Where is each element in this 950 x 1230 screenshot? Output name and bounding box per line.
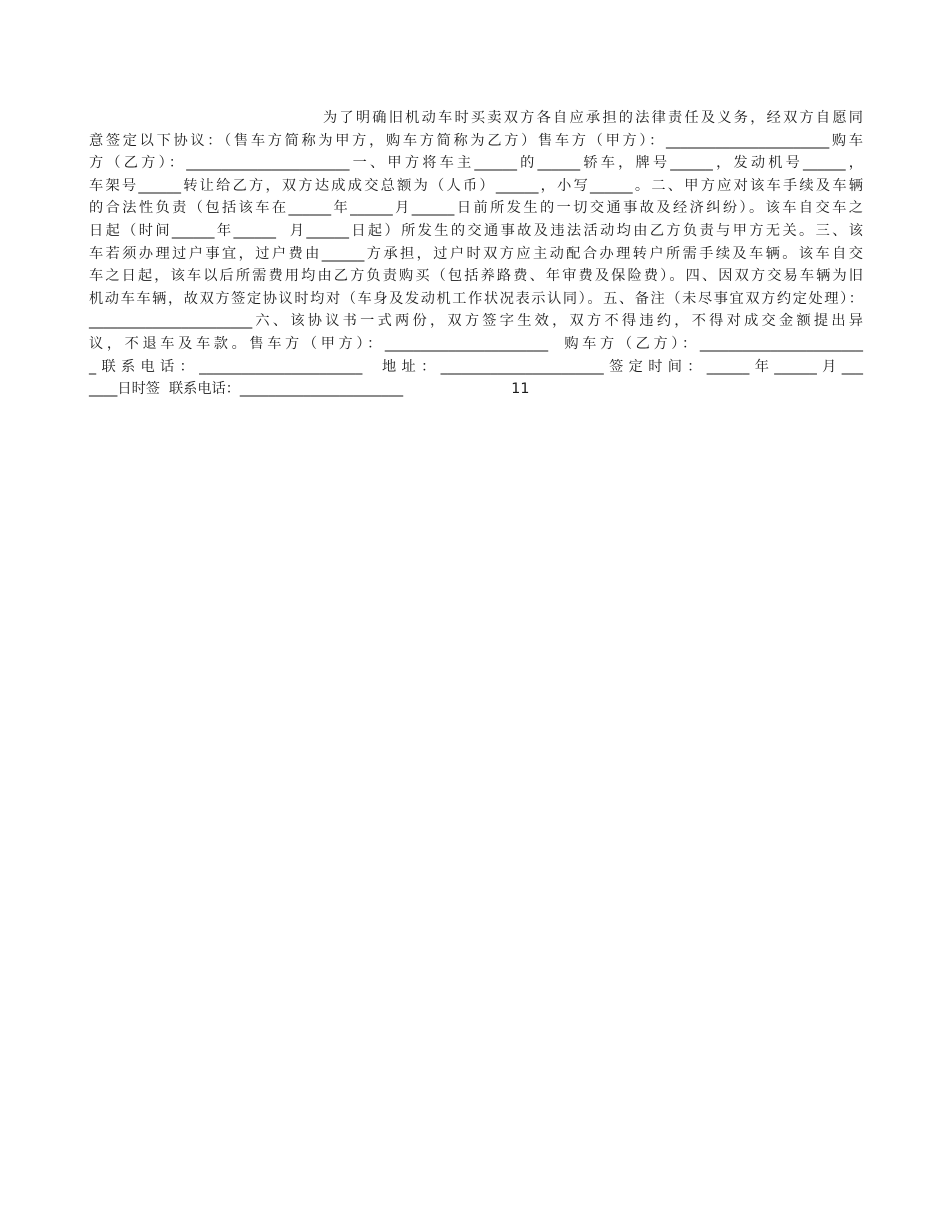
text-line-13: ____日时签 联系电话：_______________________ 11	[89, 381, 530, 398]
text-line-7: 车若须办理过户事宜，过户费由______方承担，过户时双方应主动配合办理转户所需手续及车辆。该车自交	[89, 245, 863, 262]
agreement-text	[89, 107, 863, 401]
text-line-10: _______________________六、该协议书一式两份，双方签字生效，双方不得违约，不得对成交金额提出异	[89, 313, 863, 330]
text-line-6: 日起（时间______年______ 月______日起）所发生的交通事故及违法活动均由乙方负责与甲方无关。三、该	[89, 222, 863, 239]
text-line-2: 意签定以下协议：（售车方简称为甲方，购车方简称为乙方）售车方（甲方）：_______________________购车	[89, 132, 863, 149]
text-line-11: 议，不退车及车款。售车方（甲方）：_______________________ 购车方（乙方）：_______________________	[89, 335, 863, 352]
text-line-8: 车之日起，该车以后所需费用均由乙方负责购买（包括养路费、年审费及保险费）。四、因双方交易车辆为旧	[89, 268, 863, 285]
text-line-4: 车架号______转让给乙方，双方达成成交总额为（人币）______，小写______。二、甲方应对该车手续及车辆	[89, 177, 863, 194]
text-line-1: 为了明确旧机动车时买卖双方各自应承担的法律责任及义务，经双方自愿同	[323, 110, 863, 126]
text-line-12: _联系电话：_______________________ 地址：_______________________签定时间：______年______月___	[89, 358, 863, 375]
text-line-9: 机动车车辆，故双方签定协议时均对（车身及发动机工作状况表示认同）。五、备注（未尽事宜双方约定处理）：	[89, 290, 863, 307]
text-line-3: 方（乙方）：_______________________一、甲方将车主______的______轿车，牌号______，发动机号______，	[89, 155, 863, 172]
text-line-5: 的合法性负责（包括该车在______年______月______日前所发生的一切交通事故及经济纠纷）。该车自交车之	[89, 200, 863, 217]
